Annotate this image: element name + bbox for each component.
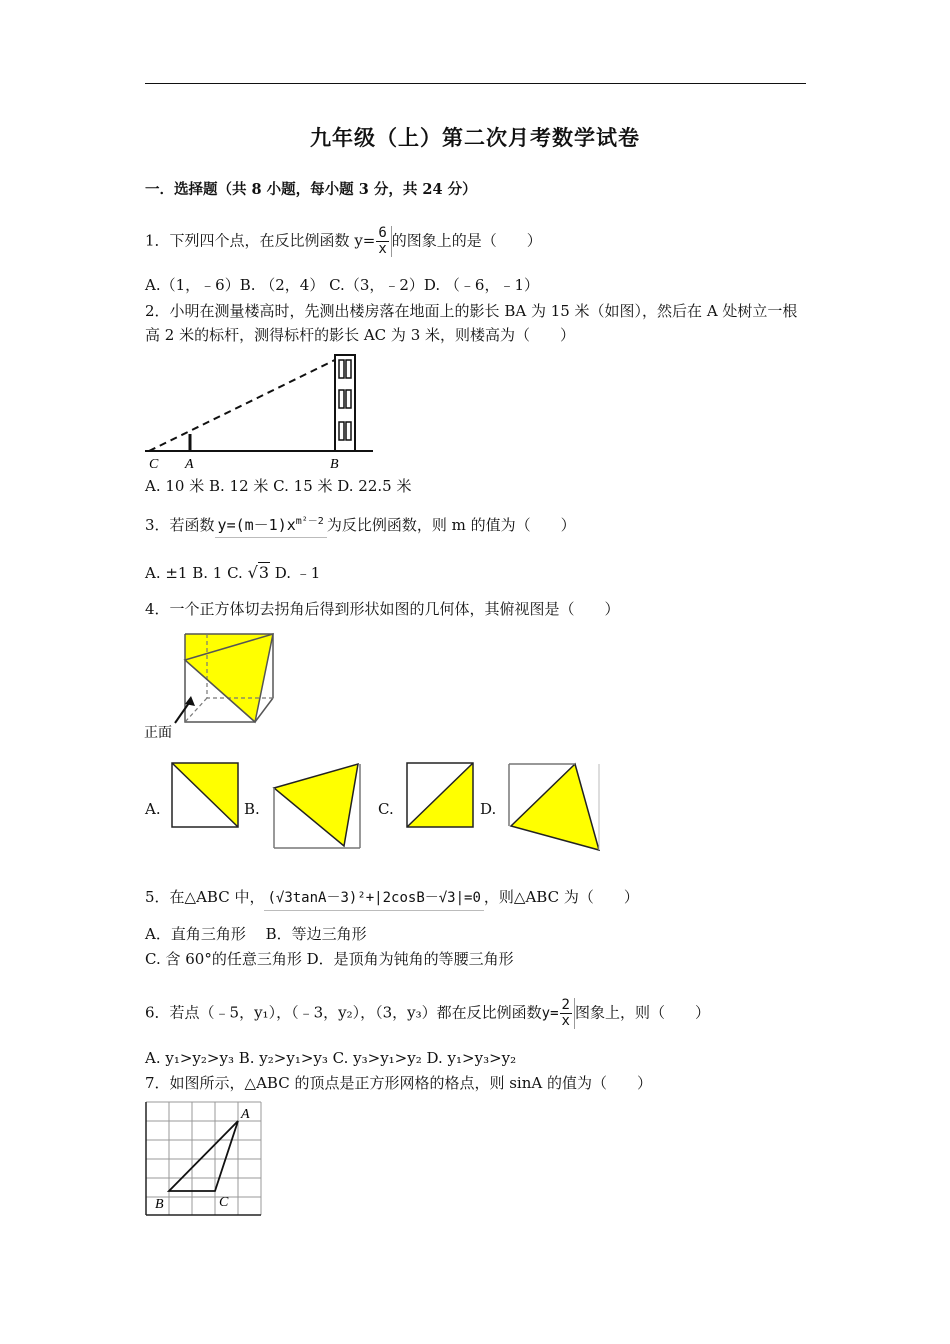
q6-frac-lhs: y=: [541, 1005, 559, 1022]
q1-options: A.（1，﹣6）B. （2，4） C.（3，﹣2）D. （﹣6，﹣1）: [145, 276, 540, 294]
q4-option-c-figure: [405, 761, 475, 829]
q4-arrow-head: [185, 696, 195, 706]
q3-formula-exponent: m²－2: [295, 516, 324, 527]
q2-building-figure: [143, 350, 375, 472]
q7-triangle-abc: [169, 1121, 238, 1191]
q1-prefix: 1．下列四个点，在反比例函数 y=: [145, 231, 376, 250]
q2-label-b: B: [330, 457, 339, 472]
q3-formula-base: y=(m－1)x: [217, 516, 296, 534]
q6-suffix: 图象上，则（ ）: [574, 1003, 710, 1022]
q5-options-line1: A．直角三角形 B．等边三角形: [145, 925, 367, 943]
q6-prefix: 6．若点（﹣5，y₁），（﹣3，y₂），（3，y₃）都在反比例函数: [145, 1003, 542, 1022]
page-title: 九年级（上）第二次月考数学试卷: [310, 125, 640, 150]
q2-label-a: A: [185, 457, 194, 472]
q5-prefix: 5．在△ABC 中，: [145, 888, 265, 906]
q4-option-a-label: A.: [145, 800, 161, 818]
q7-label-b: B: [155, 1197, 164, 1212]
section-heading: 一．选择题（共 8 小题，每小题 3 分，共 24 分）: [145, 181, 477, 198]
q3-options: [145, 563, 320, 583]
q3-opt-d: D. ﹣1: [270, 564, 321, 582]
question-6: [145, 998, 710, 1029]
q4-option-b-figure: [270, 760, 364, 852]
q7-label-a: A: [241, 1107, 250, 1122]
q2-label-c: C: [149, 457, 159, 472]
q5-formula: (√3tanA－3)²+|2cosB－√3|=0: [264, 888, 483, 911]
q2-building: [335, 355, 355, 451]
question-7: 7．如图所示，△ABC 的顶点是正方形网格的格点，则 sinA 的值为（ ）: [145, 1074, 652, 1092]
q4-front-label: 正面: [144, 724, 172, 740]
q6-frac-num: 2: [561, 997, 570, 1013]
q3-formula: [215, 512, 327, 538]
q7-label-c: C: [219, 1195, 229, 1210]
header-rule: [145, 83, 806, 84]
q6-options: A. y₁>y₂>y₃ B. y₂>y₁>y₃ C. y₃>y₁>y₂ D. y₁>y₃>y₂: [145, 1049, 517, 1067]
q3-opt-ab: A. ±1 B. 1 C.: [145, 564, 248, 582]
q2-options: A. 10 米 B. 12 米 C. 15 米 D. 22.5 米: [145, 477, 412, 495]
q1-frac-num: 6: [378, 225, 387, 241]
q1-fraction: [375, 226, 391, 257]
q3-sqrt-value: 3: [258, 563, 269, 582]
q4-option-c-label: C.: [378, 800, 394, 818]
question-1: [145, 226, 542, 257]
q6-fraction: [542, 998, 575, 1029]
q3-prefix: 3．若函数: [145, 516, 215, 534]
q4-option-a-figure: [170, 761, 240, 829]
q4-d-triangle: [511, 764, 599, 850]
q3-suffix: 为反比例函数，则 m 的值为（ ）: [326, 516, 576, 534]
q4-cube-figure: [143, 626, 283, 742]
question-4: 4．一个正方体切去拐角后得到形状如图的几何体，其俯视图是（ ）: [145, 600, 620, 618]
question-5: [145, 887, 639, 911]
q3-sqrt: √3: [247, 563, 269, 582]
q2-shadow-ray: [149, 356, 343, 451]
q5-options-line2: C. 含 60°的任意三角形 D．是顶角为钝角的等腰三角形: [145, 950, 514, 968]
q4-b-triangle: [274, 764, 358, 846]
question-3: [145, 512, 576, 538]
q4-option-d-figure: [505, 760, 601, 854]
q4-option-b-label: B.: [244, 800, 260, 818]
q6-frac-den: x: [561, 1013, 570, 1029]
question-2: 2．小明在测量楼高时，先测出楼房落在地面上的影长 BA 为 15 米（如图），然后在 A 处树立一根高 2 米的标杆，测得标杆的影长 AC 为 3 米，则楼高为（ ）: [145, 302, 798, 344]
q7-grid-figure: [143, 1098, 265, 1218]
q1-suffix: 的图象上的是（ ）: [391, 231, 542, 250]
q1-frac-den: x: [378, 241, 387, 257]
q4-option-d-label: D.: [480, 800, 497, 818]
q5-suffix: ，则△ABC 为（ ）: [483, 888, 639, 906]
